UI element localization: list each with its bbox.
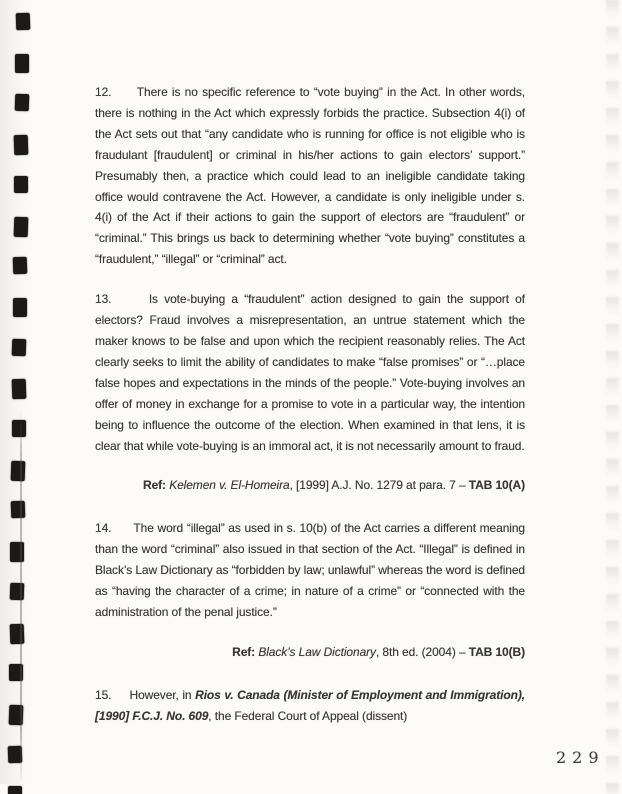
text-segment: 14. The word “illegal” as used in s. 10(b) of the Act carries a different meaning than the word “criminal” also issued in that section of the Act. “Illegal” is defined in Black’s Law Dictionary as “forbidden by law; unlawful” whereas the word is defined as “having the character of a crime; in nature of a crime” or “connected with the administration of the penal justice.” bbox=[95, 521, 525, 619]
binding-mark bbox=[12, 379, 27, 399]
text-segment: 12. There is no specific reference to “vote buying” in the Act. In other words, there is nothing in the Act which expressly forbids the practice. Subsection 4(i) of the Act sets out that “any candidate who is running for office is not eligible who is fraudulant [fraudulent] or criminal in his/her actions to gain electors’ support.” Presumably then, a practice which could lead to an ineligible candidate taking office would contravene the Act. However, a candidate is only ineligible under s. 4(i) of the Act if their actions to gain the support of electors are “fraudulent” or “criminal.” This brings us back to determining whether “vote buying” constitutes a “fraudulent,” “illegal” or “criminal” act. bbox=[95, 85, 525, 267]
binding-mark bbox=[11, 460, 26, 480]
binding-mark bbox=[8, 786, 22, 794]
page-number: 229 bbox=[556, 748, 605, 767]
binding-mark bbox=[13, 216, 28, 236]
binding-strip bbox=[0, 0, 30, 784]
text-segment: , [1999] A.J. No. 1279 at para. 7 – bbox=[289, 478, 469, 493]
text-segment: Ref: bbox=[143, 478, 170, 493]
binding-mark bbox=[14, 135, 29, 155]
text-segment: Ref: bbox=[232, 644, 259, 659]
text-segment: 13. Is vote-buying a “fraudulent” action designed to gain the support of electors? Fraud involves a misrepresentation, an untrue statement which the maker knows to be false and upon which the recipient reasonably relies. The Act clearly seeks to limit the ability of candidates to make “false promises” or “…place false hopes and expectations in the minds of the people.” Vote-buying involves an offer of money in exchange for a promise to vote in a particular way, the intention being to influence the outcome of the election. When examined in that lens, it is clear that while vote-buying is an immoral act, it is not necessarily amount to fraud. bbox=[95, 292, 525, 453]
binding-mark bbox=[15, 54, 29, 74]
binding-mark bbox=[14, 94, 29, 111]
text-segment: , the Federal Court of Appeal (dissent) bbox=[208, 708, 408, 723]
text-segment: , 8th ed. (2004) – bbox=[375, 644, 469, 659]
text-segment: TAB 10(A) bbox=[468, 478, 525, 493]
page-edge-shadow bbox=[20, 412, 22, 784]
binding-mark bbox=[13, 257, 28, 274]
text-segment: 15. However, in bbox=[95, 687, 196, 702]
reference-citation bbox=[95, 475, 525, 496]
paragraph bbox=[95, 518, 525, 623]
paragraph bbox=[95, 82, 525, 270]
reference-citation bbox=[95, 642, 525, 663]
binding-mark bbox=[10, 501, 25, 518]
binding-mark bbox=[15, 13, 30, 30]
binding-mark bbox=[12, 338, 27, 355]
text-segment: TAB 10(B) bbox=[468, 644, 525, 659]
scan-artifact-right-edge bbox=[606, 0, 619, 794]
paragraph bbox=[95, 289, 525, 456]
paragraph bbox=[95, 685, 525, 727]
document-body bbox=[95, 82, 525, 746]
text-segment: Kelemen v. El-Homeira bbox=[169, 478, 290, 493]
text-segment: Rios v. Canada (Minister of Employment and Immigration), [1990] F.C.J. No. 609 bbox=[95, 687, 525, 723]
binding-mark bbox=[12, 420, 26, 437]
binding-mark bbox=[10, 542, 24, 562]
binding-mark bbox=[14, 176, 28, 193]
text-segment: Black’s Law Dictionary bbox=[258, 644, 376, 659]
binding-mark bbox=[13, 298, 27, 318]
